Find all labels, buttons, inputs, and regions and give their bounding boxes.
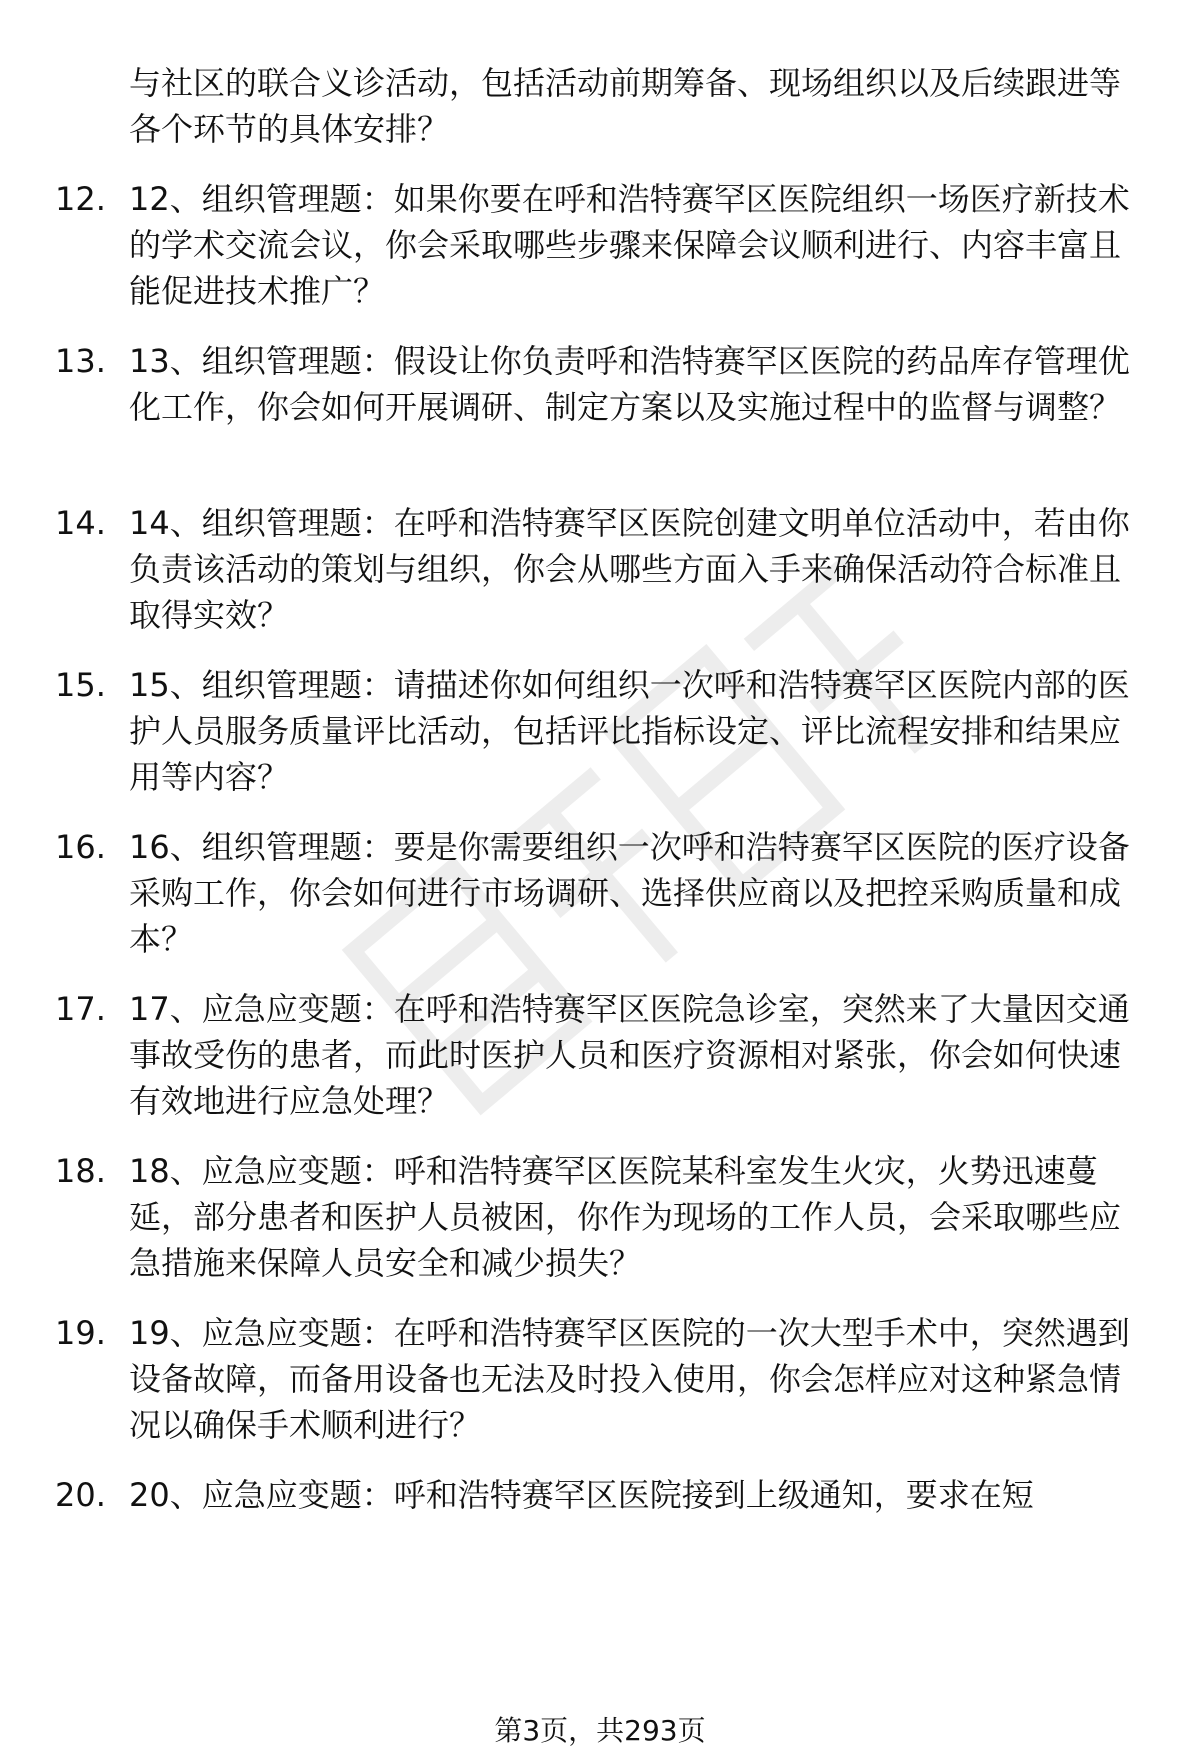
question-text: 16、组织管理题：要是你需要组织一次呼和浩特赛罕区医院的医疗设备采购工作，你会如何进行市场调研、选择供应商以及把控采购质量和成本？ — [129, 828, 1130, 958]
question-text: 17、应急应变题：在呼和浩特赛罕区医院急诊室，突然来了大量因交通事故受伤的患者，而此时医护人员和医疗资源相对紧张，你会如何快速有效地进行应急处理？ — [129, 990, 1130, 1120]
continuation-text: 与社区的联合义诊活动，包括活动前期筹备、现场组织以及后续跟进等各个环节的具体安排？ — [129, 64, 1122, 148]
question-number: 13. — [55, 342, 106, 380]
question-text: 20、应急应变题：呼和浩特赛罕区医院接到上级通知，要求在短 — [129, 1476, 1034, 1514]
question-text: 18、应急应变题：呼和浩特赛罕区医院某科室发生火灾，火势迅速蔓延，部分患者和医护人员被困，你作为现场的工作人员，会采取哪些应急措施来保障人员安全和减少损失？ — [129, 1152, 1122, 1282]
question-number: 19. — [55, 1314, 106, 1352]
page-footer: 第3页，共293页 — [494, 1714, 706, 1747]
question-text: 15、组织管理题：请描述你如何组织一次呼和浩特赛罕区医院内部的医护人员服务质量评比活动，包括评比指标设定、评比流程安排和结果应用等内容？ — [129, 666, 1130, 796]
question-text: 19、应急应变题：在呼和浩特赛罕区医院的一次大型手术中，突然遇到设备故障，而备用设备也无法及时投入使用，你会怎样应对这种紧急情况以确保手术顺利进行？ — [129, 1314, 1130, 1444]
question-number: 12. — [55, 180, 106, 218]
question-number: 14. — [55, 504, 106, 542]
question-number: 20. — [55, 1476, 106, 1514]
question-number: 17. — [55, 990, 106, 1028]
question-text: 14、组织管理题：在呼和浩特赛罕区医院创建文明单位活动中，若由你负责该活动的策划与组织，你会从哪些方面入手来确保活动符合标准且取得实效？ — [129, 504, 1130, 634]
question-number: 16. — [55, 828, 106, 866]
question-number: 15. — [55, 666, 106, 704]
question-number: 18. — [55, 1152, 106, 1190]
question-text: 12、组织管理题：如果你要在呼和浩特赛罕区医院组织一场医疗新技术的学术交流会议，你会采取哪些步骤来保障会议顺利进行、内容丰富且能促进技术推广？ — [129, 180, 1130, 310]
question-text: 13、组织管理题：假设让你负责呼和浩特赛罕区医院的药品库存管理优化工作，你会如何开展调研、制定方案以及实施过程中的监督与调整？ — [129, 342, 1130, 426]
